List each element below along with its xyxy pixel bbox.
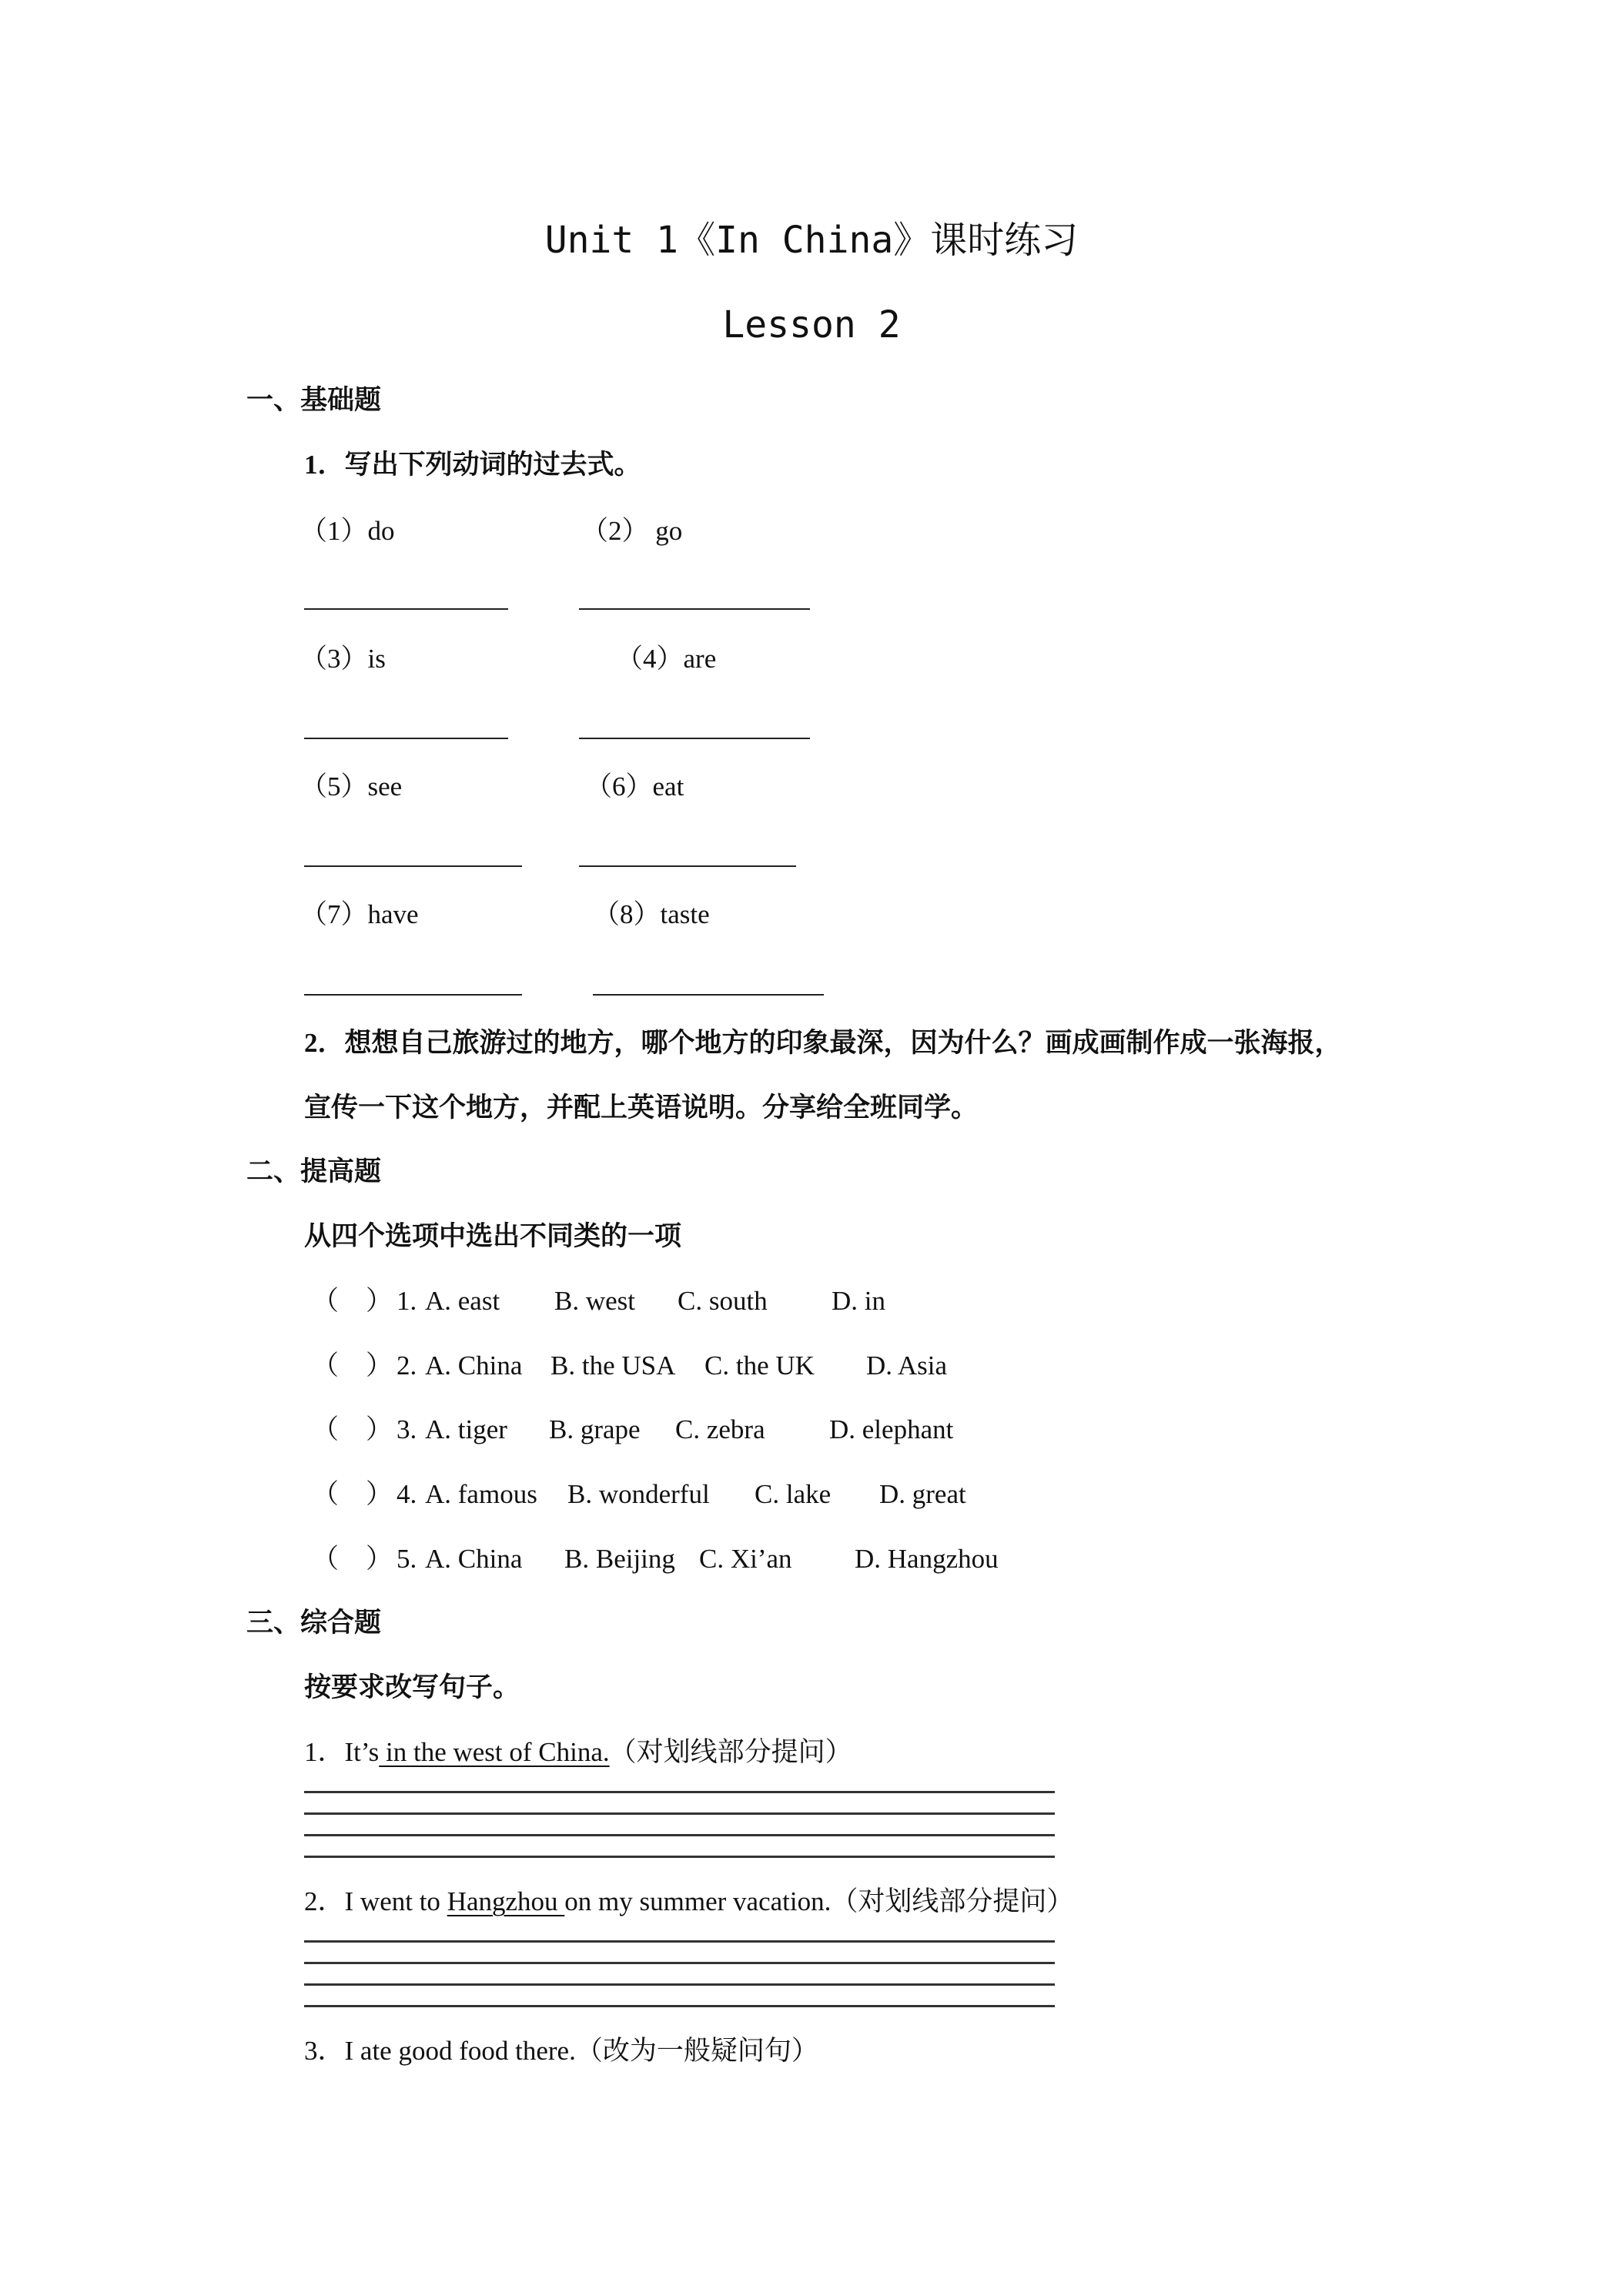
writing-line[interactable] — [304, 1856, 1055, 1858]
instruction-note: （改为一般疑问句） — [575, 2036, 818, 2067]
answer-paren[interactable]: （ ） — [312, 1350, 393, 1381]
answer-paren[interactable]: （ ） — [312, 1479, 393, 1509]
writing-line[interactable] — [304, 1812, 1055, 1815]
title-suffix: 课时练习 — [930, 219, 1079, 262]
option-d: D. great — [879, 1479, 966, 1509]
sentence-post: on my summer vacation. — [564, 1886, 832, 1916]
verb-item-6: （6）eat — [585, 771, 684, 802]
option-a: A. east — [425, 1286, 500, 1316]
instruction-note: （对划线部分提问） — [831, 1886, 1074, 1917]
q2-text-line1: 想想自己旅游过的地方，哪个地方的印象最深，因为什么？画成画制作成一张海报， — [344, 1028, 1342, 1059]
answer-blank-5[interactable] — [304, 865, 522, 867]
section1-heading: 一、基础题 — [246, 385, 382, 416]
sentence-pre: I went to — [344, 1886, 447, 1916]
question-number: 5. — [397, 1544, 417, 1574]
option-c: C. zebra — [675, 1414, 765, 1444]
option-c: C. lake — [755, 1479, 832, 1509]
sentence-underlined: Hangzhou — [447, 1886, 565, 1916]
rewrite-item-1 — [304, 1735, 852, 1769]
question-number: 2. — [397, 1350, 417, 1381]
writing-line[interactable] — [304, 1983, 1055, 1986]
section3-heading: 三、综合题 — [246, 1608, 382, 1638]
option-b: B. the USA — [550, 1350, 676, 1381]
writing-line[interactable] — [304, 1962, 1055, 1964]
q1-prompt — [304, 448, 641, 482]
question-number: 4. — [397, 1479, 417, 1509]
answer-blank-3[interactable] — [304, 738, 508, 739]
q1-text: 写出下列动词的过去式。 — [344, 450, 641, 480]
q1-number: 1． — [304, 450, 345, 480]
answer-paren[interactable]: （ ） — [312, 1286, 393, 1316]
writing-line[interactable] — [304, 1940, 1055, 1943]
option-d: D. Hangzhou — [855, 1544, 999, 1574]
option-d: D. Asia — [866, 1350, 947, 1381]
verb-item-4: （4）are — [616, 644, 717, 674]
option-b: B. Beijing — [564, 1544, 675, 1574]
rewrite-item-3 — [304, 2034, 818, 2068]
q2-number: 2． — [304, 1028, 345, 1058]
option-d: D. in — [832, 1286, 885, 1316]
option-d: D. elephant — [829, 1414, 954, 1444]
q2-text-line2: 宣传一下这个地方，并配上英语说明。分享给全班同学。 — [304, 1093, 979, 1123]
option-a: A. tiger — [425, 1414, 507, 1444]
answer-blank-2[interactable] — [579, 608, 810, 610]
section3-instruction: 按要求改写句子。 — [304, 1672, 520, 1703]
answer-blank-8[interactable] — [593, 994, 824, 996]
sentence-pre: It’s — [344, 1737, 380, 1767]
sentence-pre: I ate good food there. — [344, 2036, 576, 2066]
option-a: A. famous — [425, 1479, 537, 1509]
rewrite-item-2 — [304, 1885, 1073, 1919]
answer-blank-7[interactable] — [304, 994, 522, 996]
title-prefix: Unit 1《In China》 — [544, 219, 931, 262]
lesson-title: Lesson 2 — [722, 303, 901, 346]
item-number: 1． — [304, 1737, 345, 1767]
section2-heading: 二、提高题 — [246, 1156, 382, 1187]
verb-item-8: （8）taste — [593, 899, 710, 929]
item-number: 2． — [304, 1886, 345, 1916]
answer-blank-6[interactable] — [579, 865, 796, 867]
option-c: C. the UK — [704, 1350, 815, 1381]
section2-instruction: 从四个选项中选出不同类的一项 — [304, 1221, 682, 1252]
option-b: B. west — [554, 1286, 635, 1316]
writing-line[interactable] — [304, 2005, 1055, 2007]
verb-item-1: （1）do — [300, 516, 395, 546]
option-c: C. south — [678, 1286, 768, 1316]
option-b: B. wonderful — [567, 1479, 710, 1509]
item-number: 3． — [304, 2036, 345, 2066]
writing-line[interactable] — [304, 1834, 1055, 1836]
option-c: C. Xi’an — [699, 1544, 792, 1574]
verb-item-2: （2） go — [581, 516, 683, 546]
verb-item-5: （5）see — [300, 771, 403, 802]
option-a: A. China — [425, 1544, 523, 1574]
option-b: B. grape — [549, 1414, 641, 1444]
answer-paren[interactable]: （ ） — [312, 1544, 393, 1574]
answer-blank-1[interactable] — [304, 608, 508, 610]
verb-item-7: （7）have — [300, 899, 419, 929]
question-number: 3. — [397, 1414, 417, 1444]
instruction-note: （对划线部分提问） — [609, 1737, 852, 1768]
answer-paren[interactable]: （ ） — [312, 1414, 393, 1444]
q2-line1 — [304, 1026, 1342, 1060]
sentence-underlined: in the west of China. — [379, 1737, 610, 1767]
question-number: 1. — [397, 1286, 417, 1316]
option-a: A. China — [425, 1350, 523, 1381]
answer-blank-4[interactable] — [579, 738, 810, 739]
page-title — [0, 217, 1623, 263]
writing-line[interactable] — [304, 1791, 1055, 1793]
verb-item-3: （3）is — [300, 644, 386, 674]
